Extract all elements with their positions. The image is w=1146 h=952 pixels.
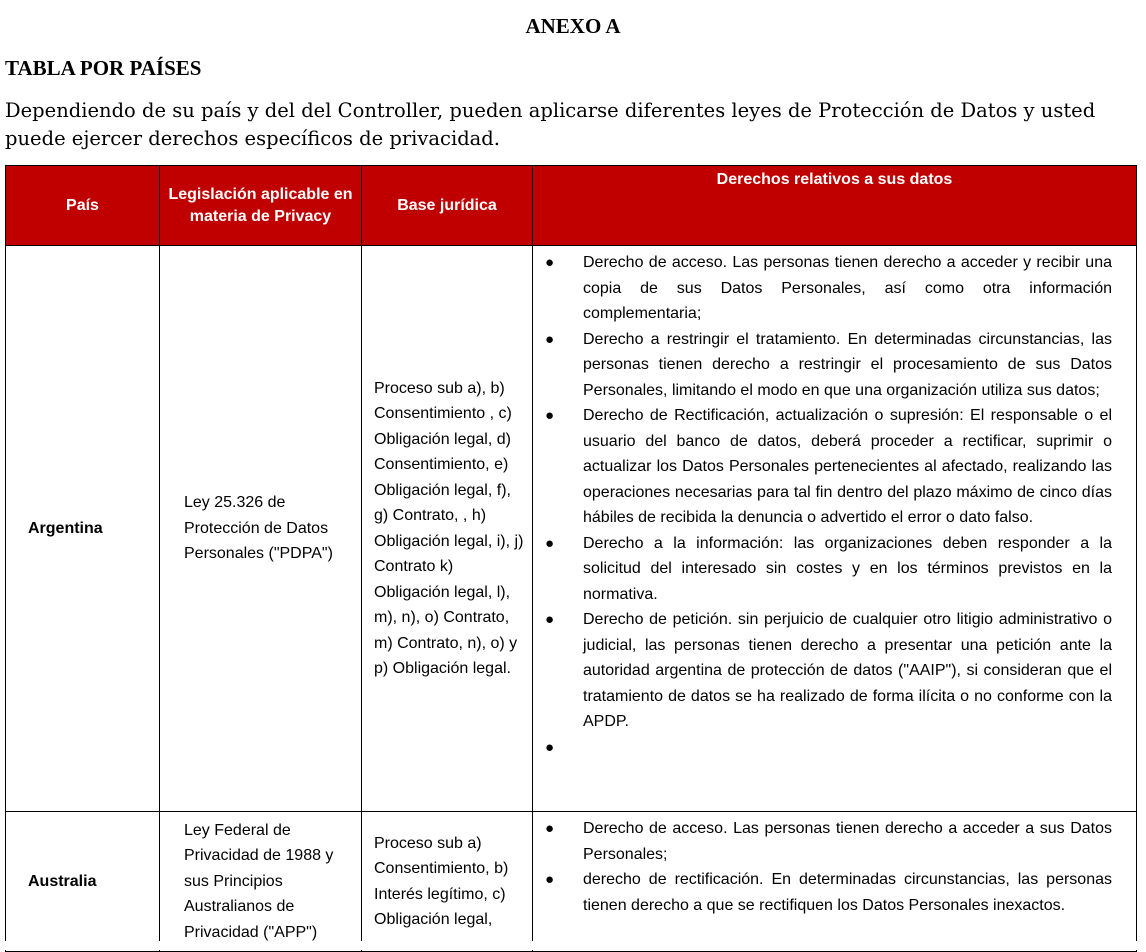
right-text: Derecho de acceso. Las personas tienen derecho a acceder y recibir una copia de sus Datos Personales, así como otra información complementaria;: [583, 254, 1112, 322]
bullet-icon: ●: [545, 738, 555, 756]
law-cell: Ley Federal de Privacidad de 1988 y sus Principios Australianos de Privacidad ("APP"): [160, 812, 362, 952]
bullet-icon: ●: [545, 254, 555, 271]
list-item: [545, 403, 1112, 531]
bullet-icon: ●: [545, 611, 555, 628]
intro-paragraph: Dependiendo de su país y del del Controller, pueden aplicarse diferentes leyes de Protección de Datos y usted puede ejercer derechos específicos de privacidad.: [5, 99, 1096, 150]
bullet-icon: ●: [545, 330, 555, 348]
table-row: [6, 246, 1137, 812]
right-text: Derecho a restringir el tratamiento. En determinadas circunstancias, las personas tienen derecho a restringir el procesamiento de sus Datos Personales, limitando el modo en que una organización utiliza sus datos;: [583, 330, 1112, 399]
annex-title: ANEXO A: [525, 14, 621, 38]
bullet-icon: ●: [545, 534, 555, 552]
right-text: Derecho a la información: las organizaciones deben responder a la solicitud del interesado sin costes y en los términos previstos en la normativa.: [583, 534, 1112, 603]
rights-list: [545, 816, 1112, 918]
countries-table: [5, 165, 1137, 952]
list-item: [545, 735, 1112, 761]
right-text: Derecho de acceso. Las personas tienen derecho a acceder a sus Datos Personales;: [583, 820, 1112, 863]
section-title: TABLA POR PAÍSES: [5, 56, 202, 80]
header-basis: Base jurídica: [362, 166, 533, 246]
bullet-icon: ●: [545, 407, 555, 424]
list-item: [545, 250, 1112, 327]
rights-cell: [533, 246, 1137, 812]
basis-cell: Proceso sub a), b) Consentimiento , c) Obligación legal, d) Consentimiento, e) Obligación legal, f), g) Contrato, , h) Obligación legal, i), j) Contrato k) Obligación legal, l), m), n), o) Contrato, m) Contrato, n), o) y p) Obligación legal.: [362, 246, 533, 812]
right-text: Derecho de Rectificación, actualización o supresión: El responsable o el usuario del banco de datos, deberá proceder a rectificar, suprimir o actualizar los Datos Personales pertenecientes al afectado, realizando las operaciones necesarias para tal fin dentro del plazo máximo de cinco días hábiles de recibida la denuncia o advertido el error o dato falso.: [583, 407, 1112, 526]
header-rights: Derechos relativos a sus datos: [533, 166, 1137, 246]
list-item: [545, 327, 1112, 404]
bullet-icon: ●: [545, 871, 555, 888]
header-country: País: [6, 166, 160, 246]
list-item: [545, 867, 1112, 918]
list-item: [545, 816, 1112, 867]
law-cell: Ley 25.326 de Protección de Datos Personales ("PDPA"): [160, 246, 362, 812]
header-law: Legislación aplicable en materia de Privacy: [160, 166, 362, 246]
country-cell: Australia: [6, 812, 160, 952]
bullet-icon: ●: [545, 820, 555, 837]
right-text: derecho de rectificación. En determinadas circunstancias, las personas tienen derecho a que se rectifiquen los Datos Personales inexactos.: [583, 871, 1112, 914]
list-item: [545, 607, 1112, 735]
page-cutoff: [0, 941, 1146, 950]
basis-cell: Proceso sub a) Consentimiento, b) Interés legítimo, c) Obligación legal,: [362, 812, 533, 952]
country-cell: Argentina: [6, 246, 160, 812]
right-text: Derecho de petición. sin perjuicio de cualquier otro litigio administrativo o judicial, las personas tienen derecho a presentar una petición ante la autoridad argentina de protección de datos ("AAIP"), si consideran que el tratamiento de datos se ha realizado de forma ilícita o no conforme con la APDP.: [583, 611, 1112, 730]
table-header-row: [6, 166, 1137, 246]
table-row: [6, 812, 1137, 952]
list-item: [545, 531, 1112, 608]
rights-list: [545, 250, 1112, 760]
rights-cell: [533, 812, 1137, 952]
